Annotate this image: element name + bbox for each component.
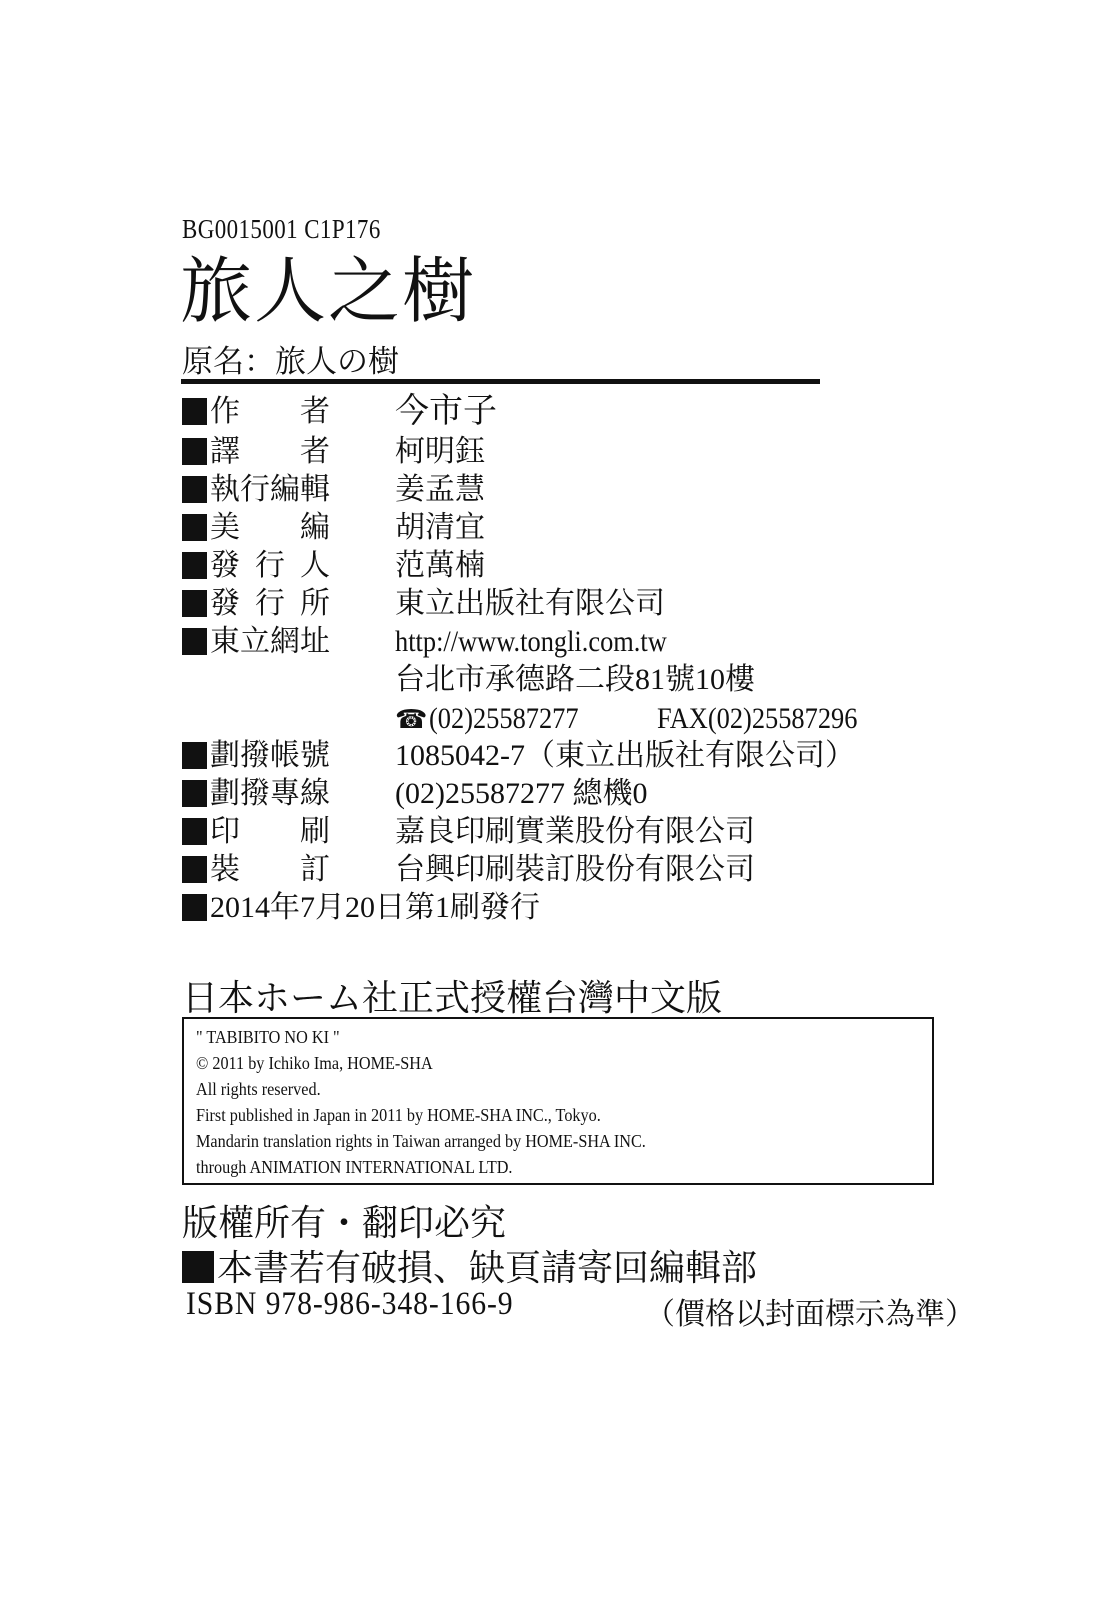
credit-value: 胡清宜 (395, 511, 485, 544)
credit-value: 嘉良印刷實業股份有限公司 (395, 815, 755, 848)
credit-row-publisher (182, 547, 485, 585)
credit-row-transfer-line (182, 775, 648, 813)
copyright-line: Mandarin translation rights in Taiwan arranged by HOME-SHA INC. (196, 1131, 646, 1151)
credit-label: 執行編輯 (210, 473, 330, 506)
credit-label: 裝 訂 (210, 853, 330, 886)
edition-row (182, 889, 540, 927)
copyright-line: © 2011 by Ichiko Ima, HOME-SHA (196, 1053, 433, 1073)
copyright-line: through ANIMATION INTERNATIONAL LTD. (196, 1157, 513, 1177)
credit-row-art-editor (182, 509, 485, 547)
square-bullet-icon (182, 590, 207, 617)
copyright-line: First published in Japan in 2011 by HOME-SHA INC., Tokyo. (196, 1105, 601, 1125)
fax-number: FAX(02)25587296 (657, 702, 858, 735)
credit-row-account (182, 737, 855, 775)
phone-number: (02)25587277 (429, 702, 579, 735)
publisher-address: 台北市承德路二段81號10樓 (395, 663, 755, 696)
credit-row-printing (182, 813, 755, 851)
square-bullet-icon (182, 552, 207, 579)
credit-row-author (182, 393, 497, 431)
square-bullet-icon (182, 398, 207, 425)
credit-row-editor (182, 471, 485, 509)
telephone-icon: ☎ (395, 705, 428, 734)
credit-label: 劃撥專線 (210, 777, 330, 810)
credit-value: 台興印刷裝訂股份有限公司 (395, 853, 755, 886)
title-divider (181, 379, 820, 384)
credit-row-website (182, 623, 667, 661)
square-bullet-icon (182, 628, 207, 655)
square-bullet-icon (182, 894, 207, 921)
credit-label: 美 編 (210, 511, 330, 544)
credit-label: 東立網址 (210, 625, 330, 658)
credit-value: 范萬楠 (395, 549, 485, 582)
square-bullet-icon (182, 742, 207, 769)
credit-value: 東立出版社有限公司 (395, 587, 665, 620)
website-link[interactable] (395, 623, 704, 661)
square-bullet-icon (182, 1251, 214, 1283)
credit-label: 譯 者 (210, 435, 330, 468)
square-bullet-icon (182, 476, 207, 503)
square-bullet-icon (182, 780, 207, 807)
credit-value: (02)25587277 總機0 (395, 777, 648, 810)
license-heading: 日本ホーム社正式授權台灣中文版 (182, 978, 723, 1018)
credit-row-publishing-house (182, 585, 665, 623)
website-url[interactable]: http://www.tongli.com.tw (395, 625, 667, 658)
catalog-code: BG0015001 C1P176 (182, 214, 381, 244)
price-note: （價格以封面標示為準） (645, 1298, 975, 1331)
rights-notice: 版權所有・翻印必究 (182, 1203, 507, 1243)
credit-label: 印 刷 (210, 815, 330, 848)
damage-notice: 本書若有破損、缺頁請寄回編輯部 (217, 1248, 758, 1288)
isbn: ISBN 978-986-348-166-9 (186, 1286, 514, 1322)
copyright-line: All rights reserved. (196, 1079, 321, 1099)
book-title: 旅人之樹 (180, 252, 477, 332)
credit-label: 作 者 (210, 395, 330, 428)
credit-row-binding (182, 851, 755, 889)
square-bullet-icon (182, 856, 207, 883)
credit-value: 今市子 (395, 393, 497, 430)
square-bullet-icon (182, 438, 207, 465)
damage-notice-row (182, 1240, 757, 1291)
square-bullet-icon (182, 514, 207, 541)
square-bullet-icon (182, 818, 207, 845)
credit-label: 劃撥帳號 (210, 739, 330, 772)
credit-value: 姜孟慧 (395, 473, 485, 506)
credit-label: 發 行 人 (210, 549, 330, 582)
original-title: 原名：旅人の樹 (182, 344, 399, 379)
edition-date: 2014年7月20日第1刷發行 (210, 891, 540, 924)
credit-row-translator (182, 433, 485, 471)
copyright-box (182, 1017, 934, 1185)
copyright-line: " TABIBITO NO KI " (196, 1027, 340, 1047)
credit-label: 發 行 所 (210, 587, 330, 620)
credit-value: 1085042-7（東立出版社有限公司） (395, 739, 855, 772)
credit-value: 柯明鈺 (395, 435, 485, 468)
